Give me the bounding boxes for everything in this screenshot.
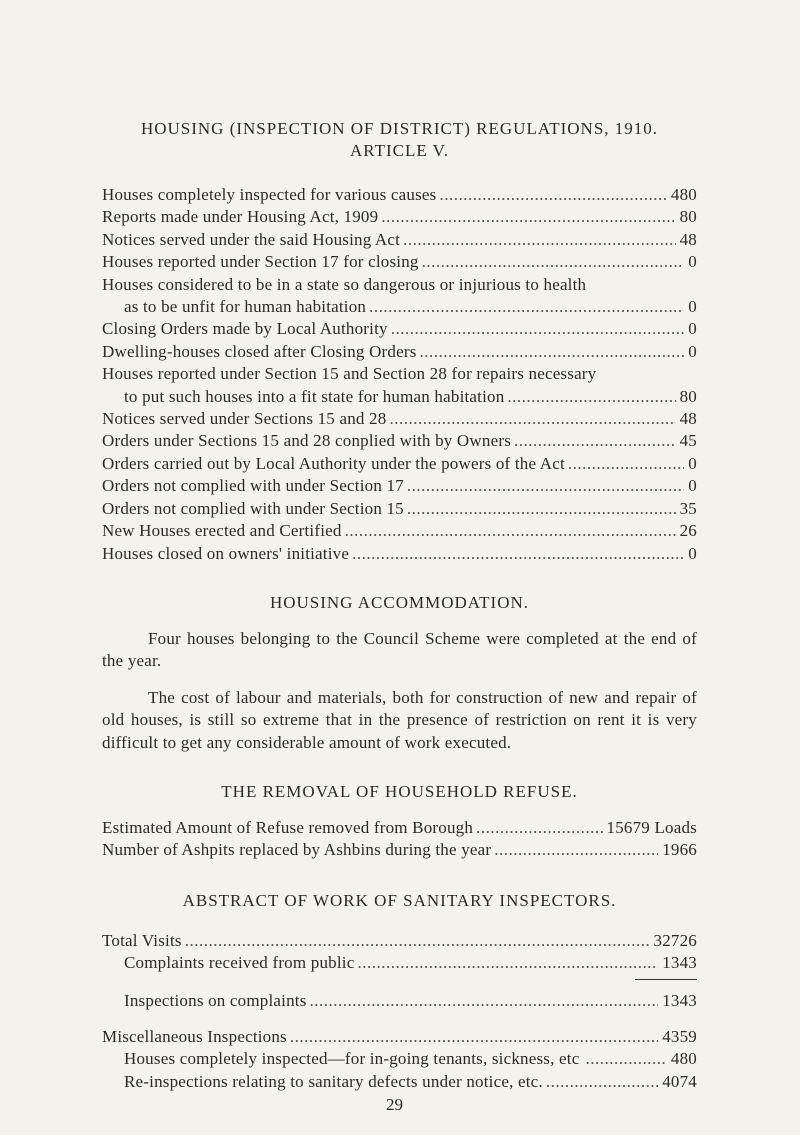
stat-label: Orders under Sections 15 and 28 conplied with by Owners [102,431,512,451]
stat-label-continued: to put such houses into a fit state for human habitation [124,386,505,406]
abstract-label: Inspections on complaints [124,990,307,1010]
stat-value: 80 [679,386,697,406]
stat-value: 45 [679,431,697,451]
article-subtitle: ARTICLE V. [349,141,450,160]
abstract-title: ABSTRACT OF WORK OF SANITARY INSPECTORS. [182,890,617,910]
refuse-label: Number of Ashpits replaced by Ashbins during the year [102,840,492,860]
stat-row [102,206,697,228]
stat-row [102,453,697,475]
stat-row [102,318,697,340]
abstract-label: Re-inspections relating to sanitary defects under notice, etc. [124,1071,543,1091]
abstract-value: 4074 [662,1071,697,1091]
page-content [102,118,697,1093]
stat-row [102,386,697,408]
abstract-label: Miscellaneous Inspections [102,1026,287,1046]
stat-row [102,430,697,452]
stat-value: 35 [679,498,697,518]
stat-value: 26 [679,521,697,541]
refuse-title: THE REMOVAL OF HOUSEHOLD REFUSE. [221,781,578,801]
stat-label: Closing Orders made by Local Authority [102,319,388,339]
stat-value: 0 [688,476,697,496]
stat-label: Dwelling-houses closed after Closing Orders [102,341,417,361]
page-number: 29 [386,1095,403,1114]
stat-row [102,543,697,565]
refuse-label: Estimated Amount of Refuse removed from Borough [102,817,474,837]
stat-label: Houses closed on owners' initiative [102,543,350,563]
stat-value: 0 [688,252,697,272]
abstract-value: 1343 [662,990,697,1010]
stat-row [102,408,697,430]
stat-label: Houses reported under Section 17 for closing [102,252,419,272]
accommodation-paragraph-2: The cost of labour and materials, both for construction of new and repair of old houses, is still so extreme that in the presence of restriction on rent it is very difficult to get any considerable amount of work executed. [102,687,697,752]
abstract-value: 4359 [662,1026,697,1046]
accommodation-paragraph-1: Four houses belonging to the Council Scheme were completed at the end of the year. [102,628,697,671]
stat-label: Houses considered to be in a state so dangerous or injurious to health [102,274,587,294]
abstract-row [102,930,697,952]
article-title: HOUSING (INSPECTION OF DISTRICT) REGULATIONS, 1910. [140,119,659,138]
stat-label: Orders not complied with under Section 17 [102,476,404,496]
stat-label: Notices served under Sections 15 and 28 [102,409,387,429]
abstract-list [102,930,697,1093]
stat-label: New Houses erected and Certified [102,521,342,541]
stat-value: 0 [688,453,697,473]
stat-row [102,251,697,273]
abstract-value: 1343 [662,953,697,973]
abstract-value: 480 [670,1049,697,1069]
abstract-row [102,990,697,1012]
housing-stats-list [102,184,697,565]
stat-label: Orders carried out by Local Authority under the powers of the Act [102,453,565,473]
stat-value: 0 [688,543,697,563]
stat-value: 80 [679,207,697,227]
stat-row [102,341,697,363]
stat-row [102,520,697,542]
stat-value: 48 [679,229,697,249]
abstract-value: 32726 [653,930,697,950]
abstract-label: Total Visits [102,930,182,950]
abstract-row [102,1026,697,1048]
abstract-row [102,952,697,974]
stat-label: Houses completely inspected for various causes [102,185,437,204]
stat-value: 0 [688,297,697,317]
refuse-value: 15679 Loads [606,817,697,837]
abstract-label: Complaints received from public [124,953,355,973]
stat-value: 48 [679,409,697,429]
refuse-list [102,817,697,862]
accommodation-title: HOUSING ACCOMMODATION. [269,592,530,612]
stat-row [102,296,697,318]
stat-row [102,229,697,251]
abstract-label: Houses completely inspected—for in-going tenants, sickness, etc [124,1049,580,1069]
refuse-row [102,839,697,861]
abstract-row [102,1071,697,1093]
stat-value: 480 [670,185,697,204]
subtotal-rule [635,979,697,980]
stat-label: Reports made under Housing Act, 1909 [102,207,379,227]
abstract-row [102,1048,697,1070]
stat-label: Orders not complied with under Section 15 [102,498,404,518]
stat-row [102,184,697,206]
stat-row [102,475,697,497]
stat-row [102,498,697,520]
stat-value: 0 [688,319,697,339]
stat-label: Houses reported under Section 15 and Section 28 for repairs necessary [102,364,597,384]
stat-label: Notices served under the said Housing Act [102,229,401,249]
refuse-row [102,817,697,839]
refuse-value: 1966 [662,840,697,860]
stat-label-continued: as to be unfit for human habitation [124,297,367,317]
stat-value: 0 [688,341,697,361]
